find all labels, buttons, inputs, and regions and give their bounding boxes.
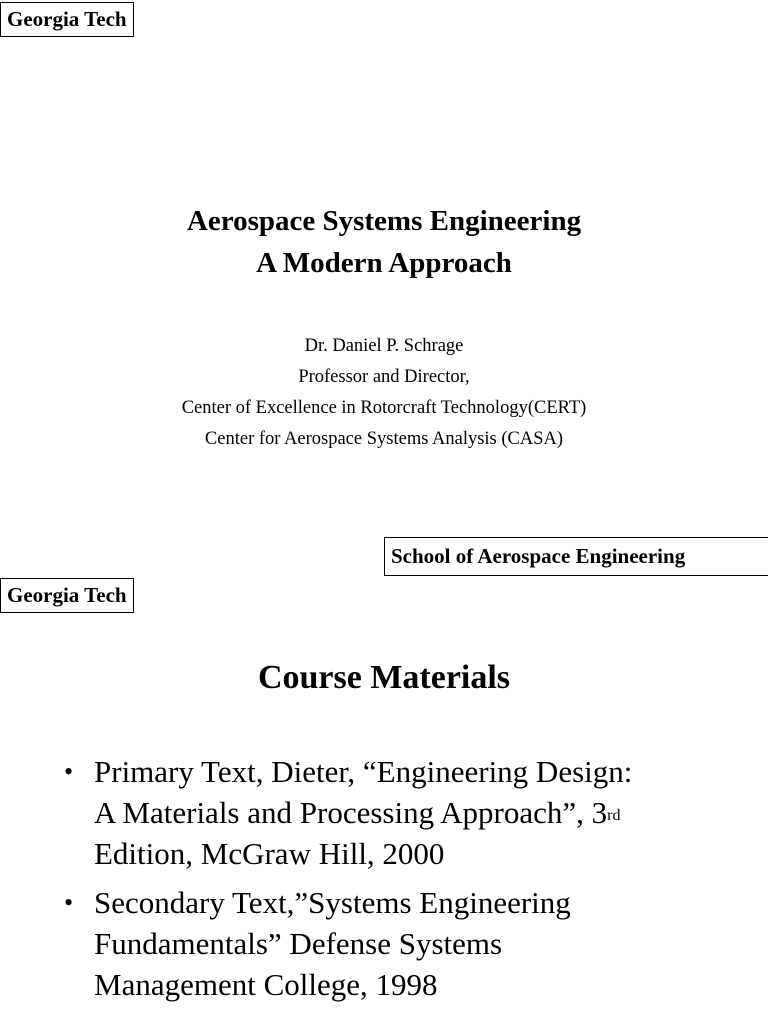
list-item-primary-text [0,751,768,874]
materials-list [0,751,768,1013]
bullet-line: Management College, 1998 [94,967,438,1002]
course-materials-title: Course Materials [257,659,511,696]
author-name: Dr. Daniel P. Schrage [304,336,464,356]
slide-title [0,200,768,284]
bullet-icon: • [64,757,74,786]
title-line-2: A Modern Approach [256,247,512,279]
georgia-tech-logo-box: Georgia Tech [0,578,134,613]
author-affiliation-casa: Center for Aerospace Systems Analysis (CASA) [204,429,564,449]
ordinal-suffix: rd [607,807,621,824]
bullet-line [94,792,768,833]
author-affiliation-cert: Center of Excellence in Rotorcraft Technology(CERT) [181,398,587,418]
title-line-1: Aerospace Systems Engineering [186,205,582,237]
bullet-line: Edition, McGraw Hill, 2000 [94,836,445,871]
author-position: Professor and Director, [298,367,470,387]
course-materials-slide [0,576,768,1024]
bullet-icon: • [64,888,74,917]
bullet-line: Secondary Text,”Systems Engineering [94,885,571,920]
georgia-tech-logo-box: Georgia Tech [0,2,134,37]
bullet-line: Primary Text, Dieter, “Engineering Design: [94,754,633,789]
bullet-line-text: A Materials and Processing Approach”, 3 [94,795,608,830]
list-item-secondary-text [0,882,768,1005]
bullet-line: Fundamentals” Defense Systems [94,926,503,961]
author-info [0,331,768,455]
school-name-box: School of Aerospace Engineering [384,537,768,576]
